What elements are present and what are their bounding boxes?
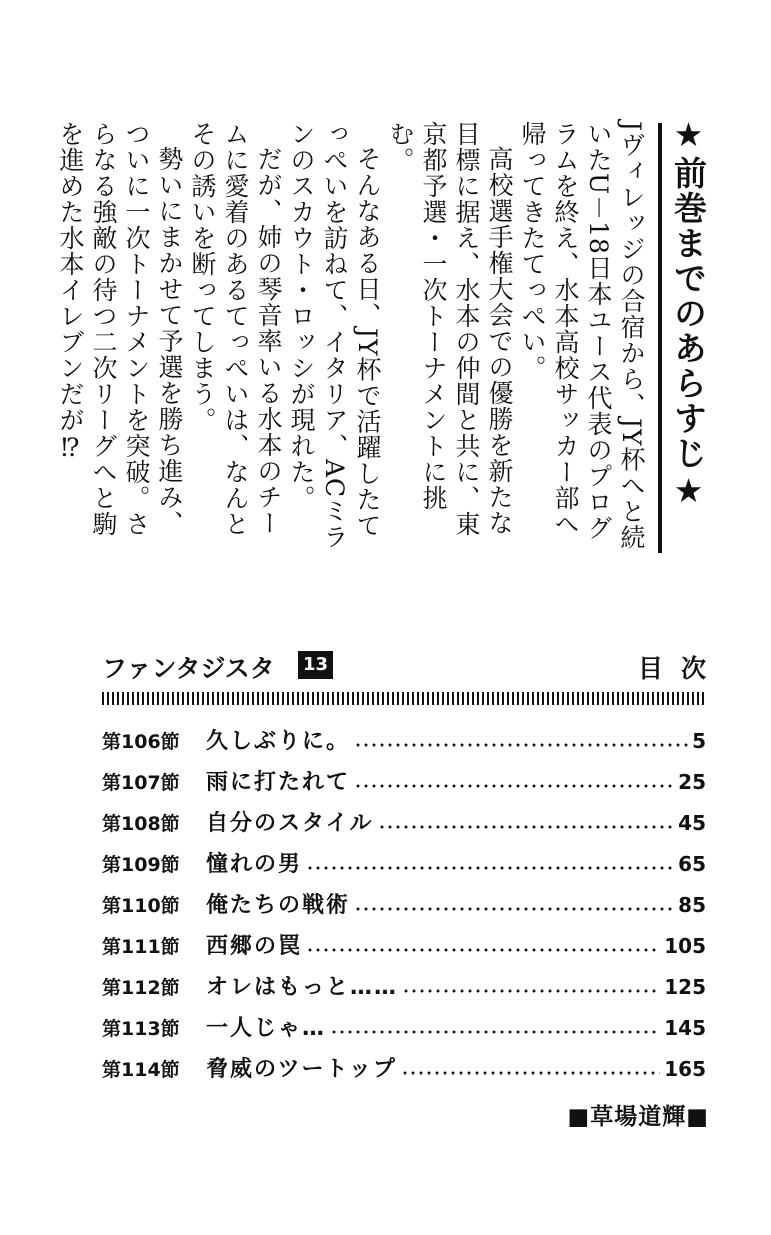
- chapter-row[interactable]: [102, 847, 706, 888]
- synopsis-divider: [658, 123, 662, 553]
- chapter-number: 第112節: [102, 977, 180, 999]
- chapter-number: 第109節: [102, 854, 180, 876]
- hatched-divider: [102, 692, 706, 705]
- synopsis-body: [56, 121, 648, 551]
- chapter-number: 第114節: [102, 1059, 180, 1081]
- dot-leader: [306, 865, 674, 871]
- chapter-page: 5: [692, 729, 706, 753]
- chapter-page: 125: [664, 975, 706, 999]
- toc-header: [102, 645, 724, 687]
- dot-leader: [354, 742, 688, 748]
- chapter-page: 85: [678, 893, 706, 917]
- chapter-number: 第108節: [102, 813, 180, 835]
- chapter-number: 第106節: [102, 731, 180, 753]
- chapter-title: オレはもっと……: [206, 975, 399, 1000]
- synopsis-paragraph: 高校選手権大会での優勝を新たな目標に据え、水本の仲間と共に、東京都予選・一次トーナメントに挑む。: [386, 121, 514, 537]
- dot-leader: [306, 947, 660, 953]
- chapter-row[interactable]: [102, 1052, 706, 1093]
- chapter-number: 第111節: [102, 936, 180, 958]
- chapter-row[interactable]: [102, 765, 706, 806]
- dot-leader: [402, 988, 660, 994]
- chapter-title: 自分のスタイル: [206, 811, 374, 836]
- chapter-row[interactable]: [102, 1011, 706, 1052]
- chapter-page: 105: [664, 934, 706, 958]
- chapter-row[interactable]: [102, 724, 706, 765]
- chapter-number: 第110節: [102, 895, 180, 917]
- chapter-number: 第107節: [102, 772, 180, 794]
- dot-leader: [354, 783, 674, 789]
- dot-leader: [378, 824, 675, 830]
- chapter-page: 25: [678, 770, 706, 794]
- contents-label: 目次: [637, 654, 724, 683]
- chapter-title: 憧れの男: [206, 852, 303, 877]
- volume-badge: 13: [298, 651, 333, 679]
- chapter-page: 165: [664, 1057, 706, 1081]
- chapter-list: [102, 724, 706, 1093]
- synopsis-paragraph: だが、姉の琴音率いる水本のチームに愛着のあるてっぺいは、なんとその誘いを断ってしまう。: [188, 121, 283, 537]
- chapter-title: 一人じゃ…: [206, 1016, 327, 1041]
- chapter-page: 65: [678, 852, 706, 876]
- chapter-title: 雨に打たれて: [206, 770, 351, 795]
- chapter-title: 脅威のツートップ: [206, 1057, 397, 1082]
- chapter-row[interactable]: [102, 929, 706, 970]
- synopsis-paragraph: Jヴィレッジの合宿から、JY杯へと続いたU－18日本ユース代表のプログラムを終え、水本高校サッカー部へ帰ってきたてっぺい。: [518, 121, 646, 551]
- chapter-row[interactable]: [102, 806, 706, 847]
- synopsis-paragraph: そんなある日、JY杯で活躍したてっぺいを訪ねて、イタリア、ACミランのスカウト・ロッシが現れた。: [287, 121, 382, 551]
- chapter-number: 第113節: [102, 1018, 180, 1040]
- chapter-page: 45: [678, 811, 706, 835]
- chapter-page: 145: [664, 1016, 706, 1040]
- dot-leader: [354, 906, 674, 912]
- chapter-title: 西郷の罠: [206, 934, 303, 959]
- chapter-title: 俺たちの戦術: [206, 893, 351, 918]
- synopsis-heading: ★前巻までのあらすじ★: [669, 115, 708, 512]
- dot-leader: [330, 1029, 660, 1035]
- author-credit: ■草場道輝■: [567, 1104, 709, 1130]
- synopsis-section: [56, 115, 710, 555]
- chapter-row[interactable]: [102, 970, 706, 1011]
- chapter-row[interactable]: [102, 888, 706, 929]
- series-title: ファンタジスタ: [102, 654, 275, 683]
- chapter-title: 久しぶりに。: [206, 729, 351, 754]
- dot-leader: [401, 1070, 660, 1076]
- synopsis-paragraph: 勢いにまかせて予選を勝ち進み、ついに一次トーナメントを突破。さらなる強敵の待つ二次リーグへと駒を進めた水本イレブンだが⁉: [56, 121, 184, 537]
